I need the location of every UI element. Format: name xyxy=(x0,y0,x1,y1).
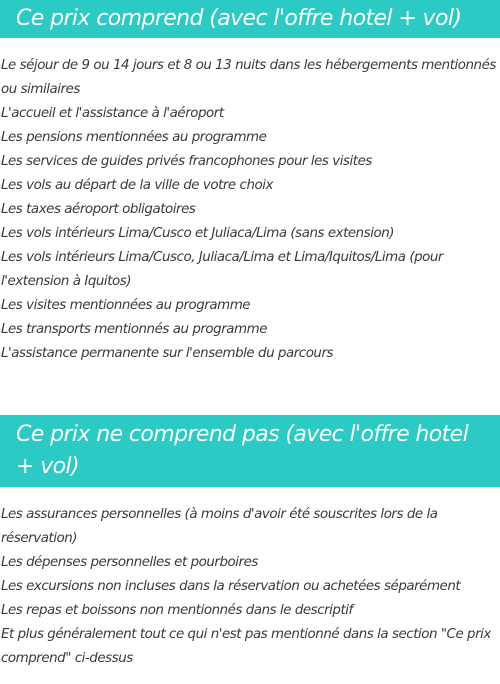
excluded-section xyxy=(0,415,500,671)
included-item: Les taxes aéroport obligatoires xyxy=(1,202,196,217)
excluded-item: Et plus généralement tout ce qui n'est pas mentionné dans la section "Ce prix comprend" ci-dessus xyxy=(1,627,491,666)
excluded-item: Les dépenses personnelles et pourboires xyxy=(1,555,258,570)
included-item: Le séjour de 9 ou 14 jours et 8 ou 13 nuits dans les hébergements mentionnés ou similaires xyxy=(1,58,496,97)
included-item: Les vols au départ de la ville de votre choix xyxy=(1,178,273,193)
included-item: Les vols intérieurs Lima/Cusco et Juliaca/Lima (sans extension) xyxy=(1,226,395,241)
included-item: Les services de guides privés francophones pour les visites xyxy=(1,154,372,169)
included-list xyxy=(0,54,500,366)
included-item: Les transports mentionnés au programme xyxy=(1,322,267,337)
included-item: Les pensions mentionnées au programme xyxy=(1,130,267,145)
included-item: Les vols intérieurs Lima/Cusco, Juliaca/Lima et Lima/Iquitos/Lima (pour l'extension à Iquitos) xyxy=(1,250,443,289)
included-title: Ce prix comprend (avec l'offre hotel + vol) xyxy=(0,0,500,38)
excluded-list xyxy=(0,503,500,671)
included-item: L'assistance permanente sur l'ensemble du parcours xyxy=(1,346,334,361)
included-item: Les visites mentionnées au programme xyxy=(1,298,251,313)
excluded-item: Les excursions non incluses dans la réservation ou achetées séparément xyxy=(1,579,461,594)
included-item: L'accueil et l'assistance à l'aéroport xyxy=(1,106,224,121)
excluded-item: Les assurances personnelles (à moins d'avoir été souscrites lors de la réservation) xyxy=(1,507,438,546)
excluded-item: Les repas et boissons non mentionnés dans le descriptif xyxy=(1,603,353,618)
excluded-title: Ce prix ne comprend pas (avec l'offre hotel + vol) xyxy=(0,415,500,487)
